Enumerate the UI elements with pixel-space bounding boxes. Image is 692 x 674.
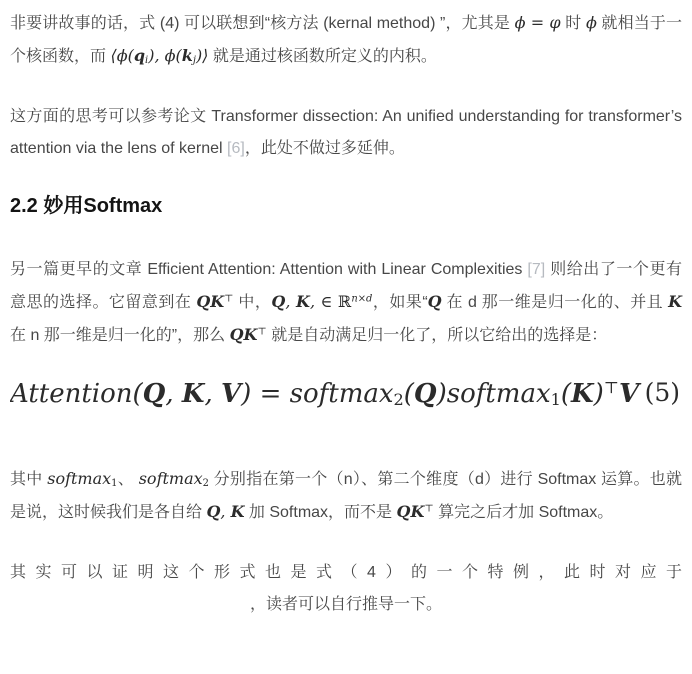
math-subscript: j bbox=[192, 54, 196, 66]
math-inline: ) = softmax bbox=[241, 379, 394, 409]
math-bold-inline: Q bbox=[271, 292, 286, 311]
text-run: 则给出了一个更有意思的选择。它留意到在 bbox=[10, 261, 682, 311]
math-subscript: 1 bbox=[550, 390, 561, 410]
citation-link[interactable]: [7] bbox=[527, 261, 546, 278]
equation-math bbox=[10, 378, 639, 408]
math-bold-inline: q bbox=[133, 46, 146, 65]
math-bold-inline: QK bbox=[196, 292, 225, 311]
math-subscript: 2 bbox=[202, 477, 209, 489]
math-inline: ϕ bbox=[585, 13, 597, 32]
math-bold-inline: k bbox=[181, 46, 193, 65]
math-inline: Attention( bbox=[10, 379, 143, 409]
paragraph-transformer-dissection bbox=[10, 101, 682, 165]
math-inline: )softmax bbox=[436, 379, 551, 409]
math-inline: softmax bbox=[138, 469, 203, 488]
text-run: 在 d 那一维是归一化的、并且 bbox=[441, 294, 669, 311]
math-bold-inline: Q bbox=[413, 379, 437, 409]
section-heading: 2.2 妙用Softmax bbox=[10, 195, 163, 217]
math-bold-inline: K bbox=[230, 502, 245, 521]
math-inline: , ∈ bbox=[309, 292, 339, 311]
math-bold-inline: QK bbox=[229, 325, 258, 344]
math-superscript-transpose: ⊤ bbox=[257, 326, 267, 338]
math-superscript-transpose: ⊤ bbox=[224, 293, 234, 305]
math-bold-inline: QK bbox=[396, 502, 425, 521]
math-inline: , bbox=[165, 379, 182, 409]
text-run: 这方面的思考可以参考论文 Transformer dissection: An unified understanding for transformer’s attention via the lens of kernel bbox=[10, 108, 682, 157]
text-run: ，如果“ bbox=[372, 294, 428, 311]
text-run: 其实可以证明这个形式也是式（4）的一个特例，此时对应于 bbox=[10, 564, 682, 581]
math-inline: )⟩ bbox=[195, 46, 209, 65]
math-bold-inline: K bbox=[181, 379, 205, 409]
paragraph-kernel-method bbox=[10, 7, 682, 73]
math-inline: , bbox=[204, 379, 221, 409]
text-run: 算完之后才加 Softmax。 bbox=[433, 504, 614, 521]
text-run: 另一篇更早的文章 Efficient Attention: Attention with Linear Complexities bbox=[10, 261, 528, 278]
text-run: 加 Softmax，而不是 bbox=[244, 504, 397, 521]
math-subscript: i bbox=[145, 54, 149, 66]
text-run: 时 bbox=[560, 15, 586, 32]
math-inline: ) bbox=[593, 379, 604, 409]
math-inline: ⟨ϕ( bbox=[110, 46, 134, 65]
paragraph-efficient-attention bbox=[10, 254, 682, 352]
special-case-line2 bbox=[10, 589, 682, 621]
text-run: 在 n 那一维是归一化的”，那么 bbox=[10, 327, 230, 344]
math-superscript-transpose: ⊤ bbox=[424, 503, 434, 515]
math-inline: , bbox=[285, 292, 297, 311]
text-run: 其中 bbox=[10, 471, 48, 488]
equation-number: (5) bbox=[644, 378, 680, 407]
paragraph-special-case bbox=[10, 557, 682, 621]
math-bold-inline: K bbox=[296, 292, 310, 311]
math-subscript: 2 bbox=[393, 390, 404, 410]
math-inline: ), ϕ( bbox=[148, 46, 182, 65]
text-run: 分别指在第一个（n）、第二个维度（d）进行 Softmax 运算。也就是说，这时候我们是各自给 bbox=[10, 471, 683, 521]
special-case-line1 bbox=[10, 557, 682, 589]
math-upright-inline: ℝ bbox=[338, 292, 352, 311]
text-run: 非要讲故事的话，式 (4) 可以联想到“核方法 (kernal method) ”，尤其是 bbox=[10, 15, 515, 32]
math-superscript-transpose: ⊤ bbox=[603, 378, 619, 398]
text-run: 、 bbox=[117, 471, 139, 488]
math-bold-inline: V bbox=[618, 379, 640, 409]
citation-link[interactable]: [6] bbox=[227, 140, 245, 157]
math-bold-inline: K bbox=[571, 379, 594, 409]
math-inline: ϕ = φ bbox=[514, 13, 561, 32]
text-run: 中， bbox=[233, 294, 272, 311]
math-subscript: 1 bbox=[111, 477, 118, 489]
math-bold-inline: V bbox=[220, 379, 242, 409]
math-inline: ( bbox=[403, 379, 414, 409]
text-run: 就是自动满足归一化了，所以它给出的选择是： bbox=[266, 327, 608, 344]
math-superscript: n×d bbox=[351, 293, 373, 305]
math-bold-inline: Q bbox=[206, 502, 221, 521]
text-run: ，读者可以自行推导一下。 bbox=[249, 596, 442, 613]
text-run: 就是通过核函数所定义的内积。 bbox=[208, 48, 437, 65]
math-inline: softmax bbox=[47, 469, 112, 488]
math-inline: , bbox=[220, 502, 231, 521]
math-bold-inline: Q bbox=[142, 379, 166, 409]
text-run: ，此处不做过多延伸。 bbox=[244, 140, 405, 157]
paragraph-softmax-explanation bbox=[10, 463, 682, 529]
article-content bbox=[10, 7, 682, 621]
math-bold-inline: Q bbox=[427, 292, 442, 311]
text-run: 就相当于一个核函数，而 bbox=[10, 15, 683, 65]
display-equation-5 bbox=[10, 368, 682, 423]
math-bold-inline: K bbox=[668, 292, 683, 311]
math-inline: ( bbox=[560, 379, 572, 409]
